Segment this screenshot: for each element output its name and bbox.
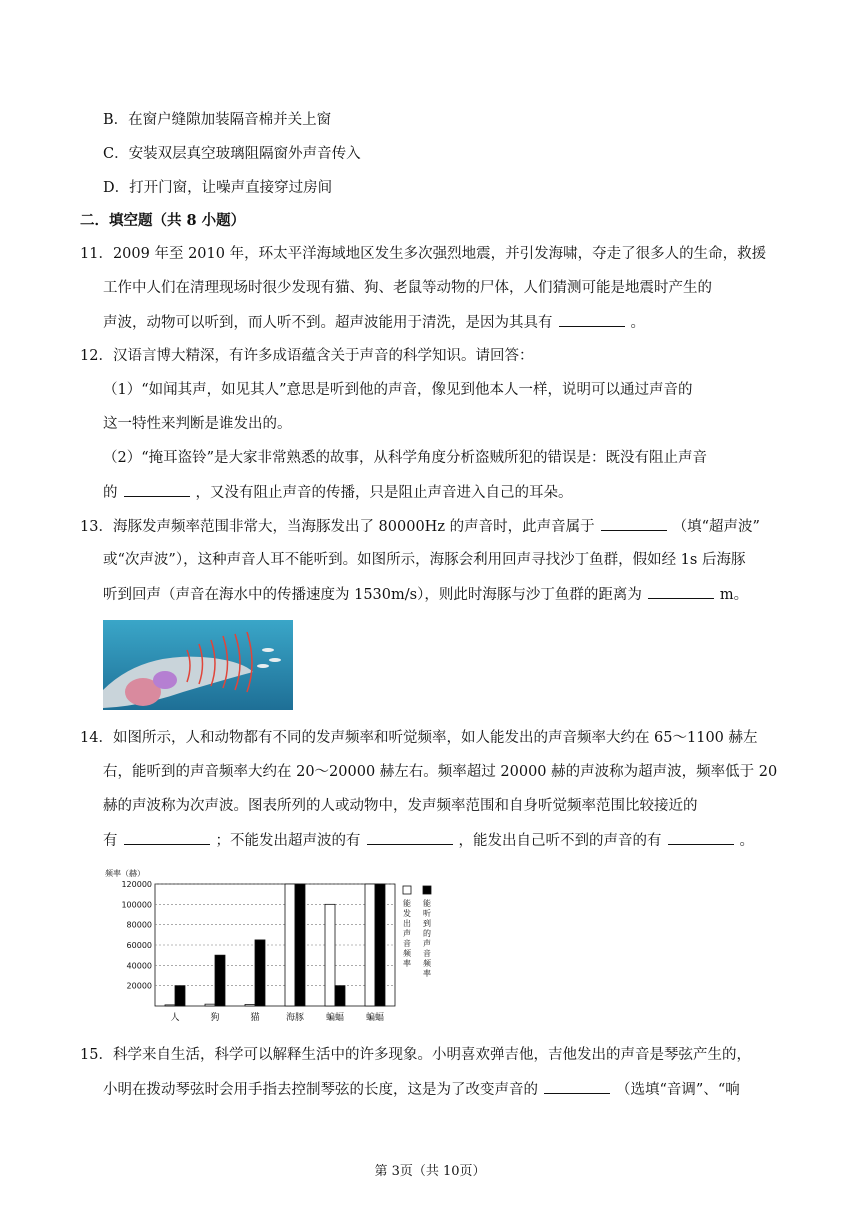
page-footer: 第 3页（共 10页）: [374, 1164, 486, 1179]
bar-emit: [365, 884, 375, 1006]
answer-blank[interactable]: [544, 1079, 610, 1094]
bar-hear: [255, 940, 265, 1006]
ytick-label: 120000: [121, 880, 152, 889]
xtick-label: 人: [170, 1013, 180, 1023]
bar-hear: [295, 884, 305, 1006]
q14-line1: 14．如图所示，人和动物都有不同的发声频率和听觉频率，如人能发出的声音频率大约在 65～1100 赫左: [80, 730, 758, 746]
q13-text-2: （填“超声波”: [672, 519, 760, 535]
q13-line2: 或“次声波”），这种声音人耳不能听到。如图所示，海豚会利用回声寻找沙丁鱼群，假如经 1s 后海豚: [103, 552, 746, 568]
legend-label: 听: [423, 909, 431, 918]
bar-emit: [285, 884, 295, 1006]
section-title: 二．填空题（共 8 小题）: [80, 212, 246, 229]
xtick-label: 猫: [250, 1013, 260, 1023]
q15-line1: 15．科学来自生活，科学可以解释生活中的许多现象。小明喜欢弹吉他，吉他发出的声音是琴弦产生的，: [80, 1047, 751, 1063]
legend-label: 到: [423, 919, 431, 928]
q14-text-2: ；不能发出超声波的有: [215, 833, 361, 849]
bar-emit: [325, 904, 335, 1006]
answer-blank[interactable]: [601, 516, 667, 531]
bar-hear: [215, 955, 225, 1006]
legend-swatch: [423, 886, 431, 894]
answer-blank[interactable]: [124, 830, 210, 845]
legend-label: 声: [403, 929, 411, 938]
bar-hear: [335, 986, 345, 1006]
option-c: C．安装双层真空玻璃阻隔窗外声音传入: [103, 146, 361, 162]
q11-line2: 工作中人们在清理现场时很少发现有猫、狗、老鼠等动物的尸体，人们猜测可能是地震时产生的: [103, 280, 712, 296]
q13-line1: [80, 516, 760, 537]
q13-text: 13．海豚发声频率范围非常大，当海豚发出了 80000Hz 的声音时，此声音属于: [80, 519, 595, 535]
ytick-label: 20000: [126, 981, 152, 991]
answer-blank[interactable]: [367, 830, 453, 845]
q12-line5: [103, 482, 573, 503]
bar-emit: [165, 1005, 175, 1006]
q11-end: 。: [630, 315, 645, 331]
ytick-label: 100000: [121, 900, 152, 910]
bar-hear: [175, 986, 185, 1006]
q15-text-2: （选填“音调”、“响: [616, 1082, 740, 1098]
q14-end: 。: [739, 833, 754, 849]
q12-line4: （2）“掩耳盗铃”是大家非常熟悉的故事，从科学角度分析盗贼所犯的错误是：既没有阻止声音: [103, 450, 708, 466]
bar-hear: [375, 884, 385, 1006]
legend-label: 出: [403, 919, 411, 928]
legend-label: 发: [403, 909, 411, 918]
xtick-label: 狗: [210, 1013, 220, 1023]
dolphin-echolocation-image: [103, 620, 293, 710]
legend-label: 音: [403, 939, 411, 948]
answer-blank[interactable]: [124, 482, 190, 497]
ytick-label: 60000: [126, 941, 152, 950]
q11-line1: 11．2009 年至 2010 年，环太平洋海域地区发生多次强烈地震，并引发海啸，夺走了很多人的生命，救援: [80, 246, 767, 262]
bar-emit: [205, 1004, 215, 1006]
legend-label: 率: [403, 959, 411, 968]
answer-blank[interactable]: [668, 830, 734, 845]
answer-blank[interactable]: [559, 312, 625, 327]
q12-end: ，又没有阻止声音的传播，只是阻止声音进入自己的耳朵。: [195, 485, 573, 501]
legend-label: 音: [423, 949, 431, 958]
q12-line1: 12．汉语言博大精深，有许多成语蕴含关于声音的科学知识。请回答：: [80, 348, 534, 364]
q14-text: 有: [103, 833, 118, 849]
frequency-chart: [103, 868, 443, 1030]
xtick-label: 蝙蝠: [365, 1013, 385, 1023]
legend-label: 的: [423, 929, 431, 938]
xtick-label: 蝙蝠: [325, 1013, 345, 1023]
q14-text-3: ，能发出自己听不到的声音的有: [458, 833, 662, 849]
legend-label: 声: [423, 939, 431, 948]
q12-line2: （1）“如闻其声，如见其人”意思是听到他的声音，像见到他本人一样，说明可以通过声音的: [103, 382, 693, 398]
answer-blank[interactable]: [648, 584, 714, 599]
ytick-label: 40000: [126, 961, 152, 971]
option-b: B．在窗户缝隙加装隔音棉并关上窗: [103, 112, 332, 128]
q12-text: 的: [103, 485, 118, 501]
q12-line3: 这一特性来判断是谁发出的。: [103, 416, 292, 432]
q14-line4: [103, 830, 754, 851]
q11-text: 声波，动物可以听到，而人听不到。超声波能用于清洗，是因为其具有: [103, 315, 553, 331]
legend-label: 频: [423, 959, 431, 968]
legend-swatch: [403, 886, 411, 894]
legend-label: 能: [423, 899, 431, 908]
legend-label: 频: [403, 949, 411, 958]
option-d: D．打开门窗，让噪声直接穿过房间: [103, 180, 333, 196]
q11-line3: [103, 312, 645, 333]
legend-label: 率: [423, 969, 431, 978]
q13-text-3: 听到回声（声音在海水中的传播速度为 1530m/s），则此时海豚与沙丁鱼群的距离为: [103, 587, 642, 603]
q13-end: m。: [719, 587, 749, 603]
q15-text: 小明在拨动琴弦时会用手指去控制琴弦的长度，这是为了改变声音的: [103, 1082, 538, 1098]
q15-line2: [103, 1079, 740, 1100]
xtick-label: 海豚: [285, 1013, 305, 1023]
chart-ylabel: 频率（赫）: [105, 869, 145, 878]
ytick-label: 80000: [126, 920, 152, 930]
bar-emit: [245, 1004, 255, 1006]
q14-line3: 赫的声波称为次声波。图表所列的人或动物中，发声频率范围和自身听觉频率范围比较接近的: [103, 798, 698, 814]
legend-label: 能: [403, 899, 411, 908]
q13-line3: [103, 584, 748, 605]
q14-line2: 右，能听到的声音频率大约在 20～20000 赫左右。频率超过 20000 赫的声波称为超声波，频率低于 20: [103, 764, 778, 780]
